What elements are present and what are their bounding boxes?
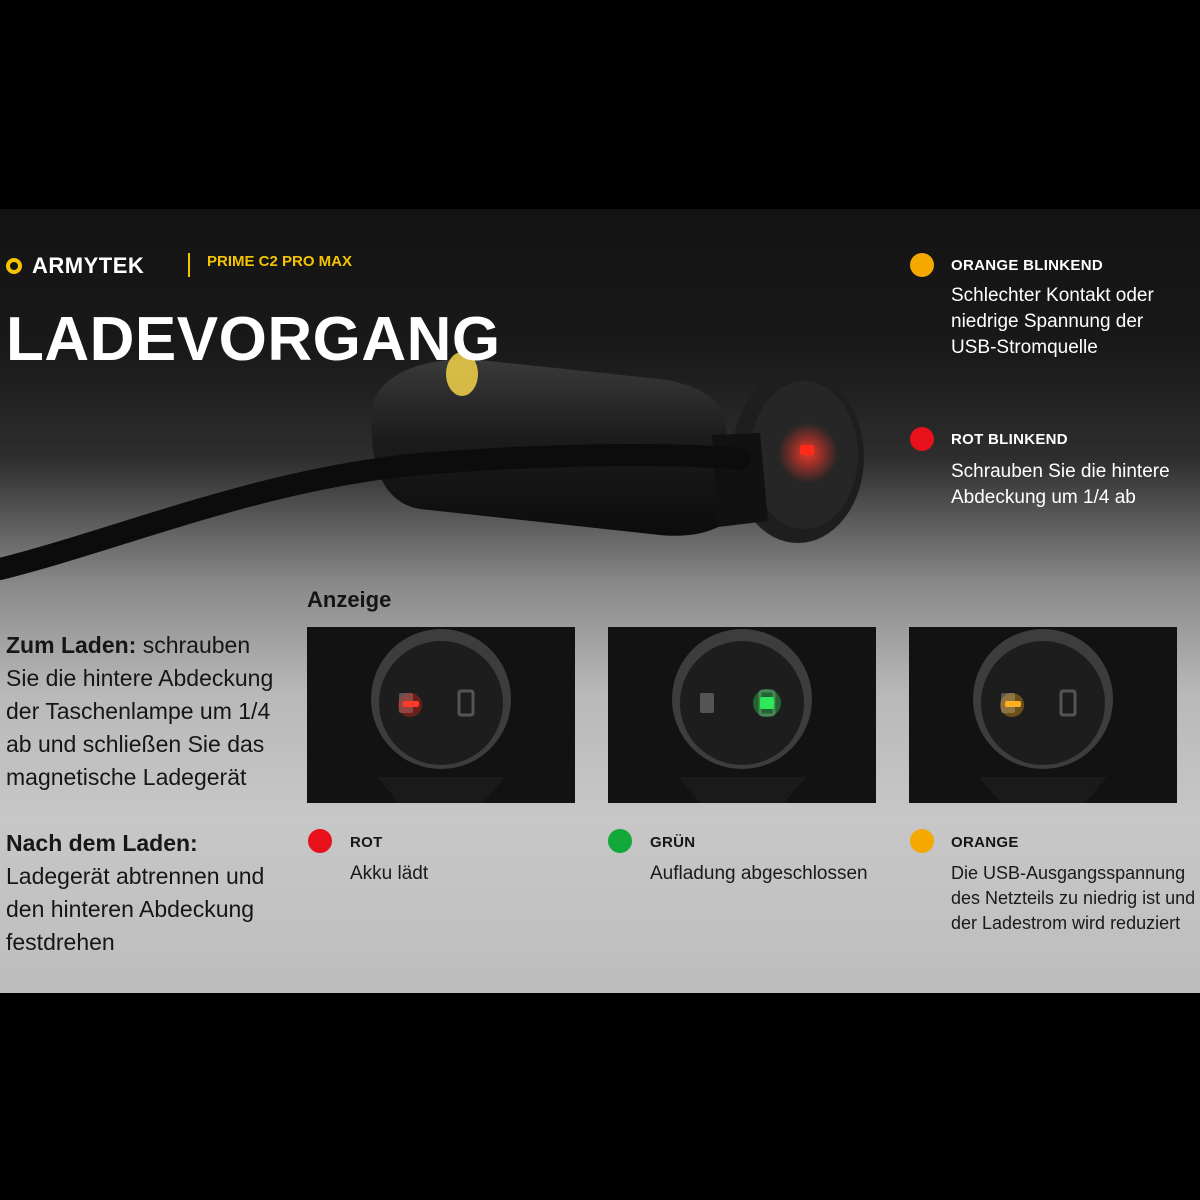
status-desc-red-blink [951, 459, 1191, 511]
charge-instructions [6, 629, 296, 794]
brand-logo [6, 253, 144, 279]
model-name: PRIME C2 PRO MAX [207, 253, 353, 270]
charge-label: Zum Laden: [6, 632, 137, 658]
brand-divider [188, 253, 190, 277]
desc-line: Abdeckung um 1/4 ab [951, 487, 1136, 508]
orange-status-dot [910, 253, 934, 277]
tailcap-photo-red [307, 627, 575, 803]
tailcap-photo-green [608, 627, 876, 803]
after-charge-instructions [6, 827, 296, 959]
charge-line: magnetische Ladegerät [6, 764, 247, 790]
charge-line: schrauben [136, 632, 251, 658]
orange-indicator-dot [910, 829, 934, 853]
tailcap-photo-orange [909, 627, 1177, 803]
indicator-heading: Anzeige [307, 587, 392, 612]
desc-line: des Netzteils zu niedrig ist und [951, 888, 1196, 908]
desc-line: Schlechter Kontakt oder [951, 285, 1154, 306]
desc-line: Schrauben Sie die hintere [951, 461, 1170, 482]
status-label-red-blink: ROT BLINKEND [951, 431, 1068, 448]
indicator-desc-orange [951, 861, 1198, 936]
red-status-dot [910, 427, 934, 451]
desc-line: Akku lädt [350, 863, 429, 884]
desc-line: Aufladung abgeschlossen [650, 863, 868, 884]
after-line: den hinteren Abdeckung [6, 896, 255, 922]
desc-line: USB-Stromquelle [951, 337, 1098, 358]
indicator-label-orange: ORANGE [951, 834, 1019, 851]
after-line: Ladegerät abtrennen und [6, 863, 265, 889]
product-info-panel [0, 209, 1200, 993]
indicator-desc-red [350, 861, 428, 887]
desc-line: niedrige Spannung der [951, 311, 1144, 332]
indicator-desc-green [650, 861, 868, 887]
status-label-orange-blink: ORANGE BLINKEND [951, 257, 1104, 274]
brand-name: ARMYTEK [32, 253, 145, 278]
desc-line: der Ladestrom wird reduziert [951, 913, 1181, 933]
indicator-label-green: GRÜN [650, 834, 696, 851]
red-indicator-dot [308, 829, 332, 853]
charge-line: ab und schließen Sie das [6, 731, 265, 757]
after-line: festdrehen [6, 929, 115, 955]
after-label: Nach dem Laden: [6, 830, 198, 856]
desc-line: Die USB-Ausgangsspannung [951, 863, 1186, 883]
charge-line: Sie die hintere Abdeckung [6, 665, 274, 691]
armytek-ring-icon [6, 258, 22, 274]
green-indicator-dot [608, 829, 632, 853]
charge-line: der Taschenlampe um 1/4 [6, 698, 271, 724]
status-desc-orange-blink [951, 283, 1191, 361]
indicator-label-red: ROT [350, 834, 383, 851]
page-title: LADEVORGANG [6, 305, 501, 374]
